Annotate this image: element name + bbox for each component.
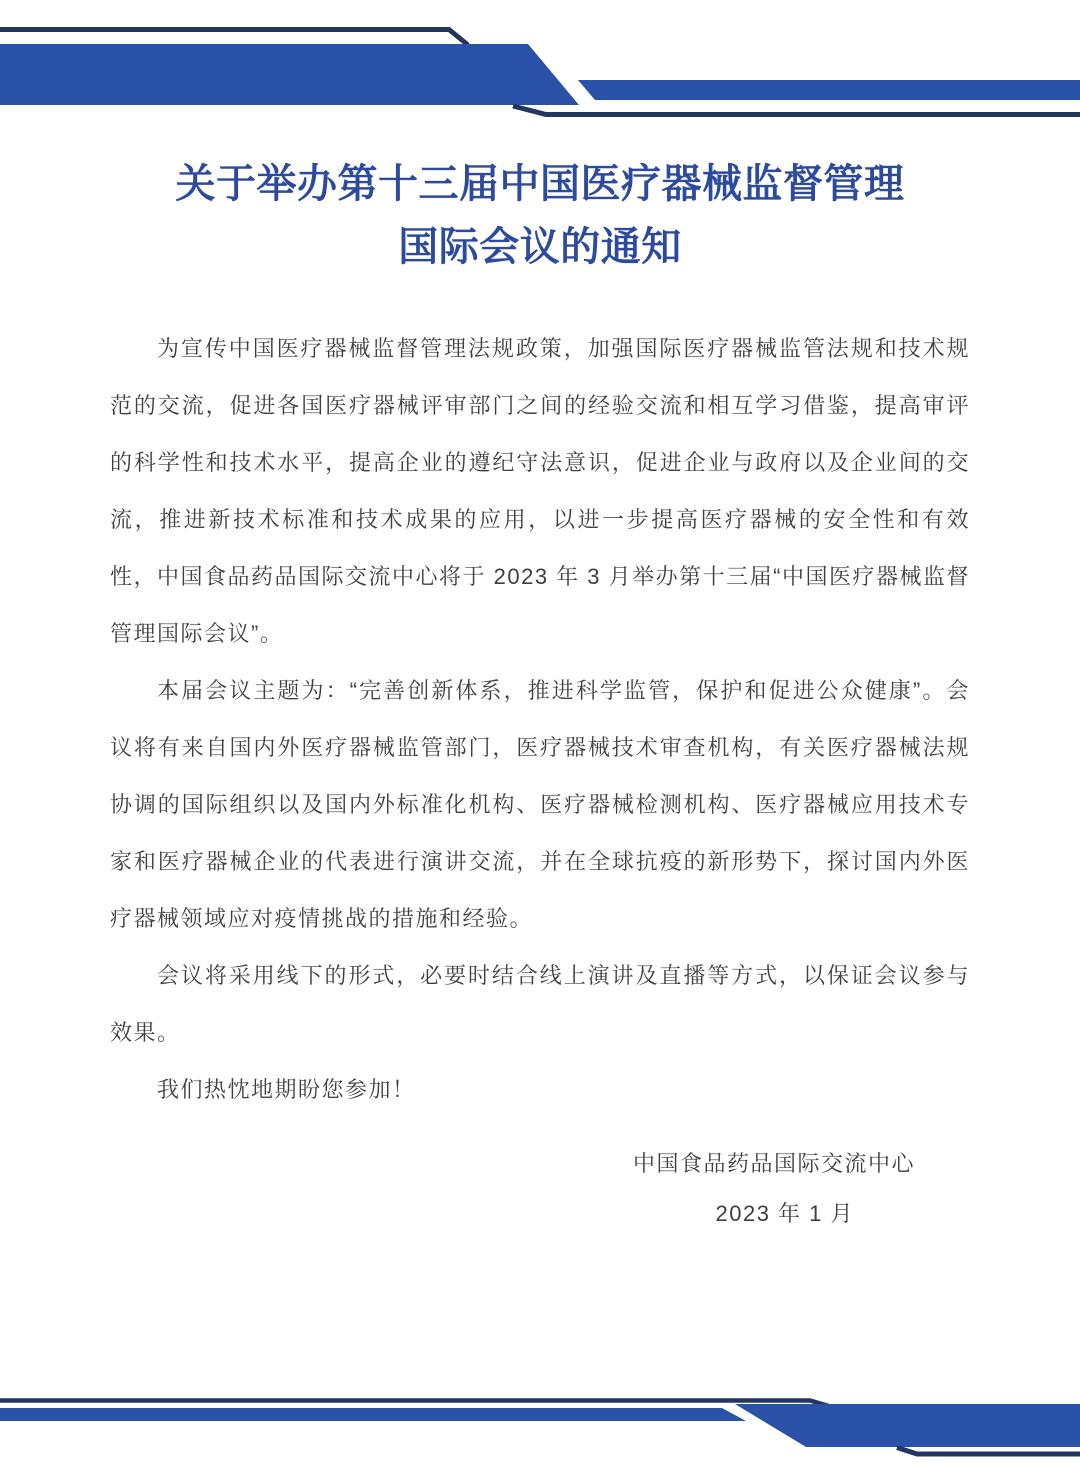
header-large-band-shape — [0, 44, 579, 105]
header-underline — [513, 106, 1080, 115]
footer-medium-band-shape — [0, 1408, 746, 1421]
header-thin-line — [0, 30, 468, 46]
notice-title — [0, 153, 1080, 279]
notice-title-line2: 国际会议的通知 — [398, 225, 682, 269]
body-paragraph-2: 本届会议主题为：“完善创新体系，推进科学监管，保护和促进公众健康”。会议将有来自国内外医疗器械监管部门，医疗器械技术审查机构，有关医疗器械法规协调的国际组织以及国内外标准化机构、医疗器械检测机构、医疗器械应用技术专家和医疗器械企业的代表进行演讲交流，并在全球抗疫的新形势下，探讨国内外医疗器械领域应对疫情挑战的措施和经验。 — [110, 678, 970, 931]
signature-date: 2023 年 1 月 — [715, 1201, 854, 1226]
footer-large-band-shape — [735, 1404, 1080, 1447]
notice-body — [110, 320, 970, 1118]
footer-banner-decoration — [0, 1376, 1080, 1466]
header-banner-decoration — [0, 0, 1080, 130]
header-small-band-shape — [578, 80, 1080, 100]
body-paragraph-4: 我们热忱地期盼您参加！ — [157, 1077, 416, 1102]
footer-thin-line — [0, 1401, 832, 1408]
body-paragraph-3: 会议将采用线下的形式，必要时结合线上演讲及直播等方式，以保证会议参与效果。 — [110, 963, 970, 1045]
notice-title-line1: 关于举办第十三届中国医疗器械监督管理 — [175, 162, 905, 206]
body-paragraph-1: 为宣传中国医疗器械监督管理法规政策，加强国际医疗器械监管法规和技术规范的交流，促进各国医疗器械评审部门之间的经验交流和相互学习借鉴，提高审评的科学性和技术水平，提高企业的遵纪守法意识，促进企业与政府以及企业间的交流，推进新技术标准和技术成果的应用，以进一步提高医疗器械的安全性和有效性，中国食品药品国际交流中心将于 2023 年 3 月举办第十三届“中国医疗器械监督管理国际会议”。 — [110, 336, 970, 646]
footer-underline — [897, 1448, 1080, 1455]
signature-org: 中国食品药品国际交流中心 — [632, 1151, 915, 1176]
